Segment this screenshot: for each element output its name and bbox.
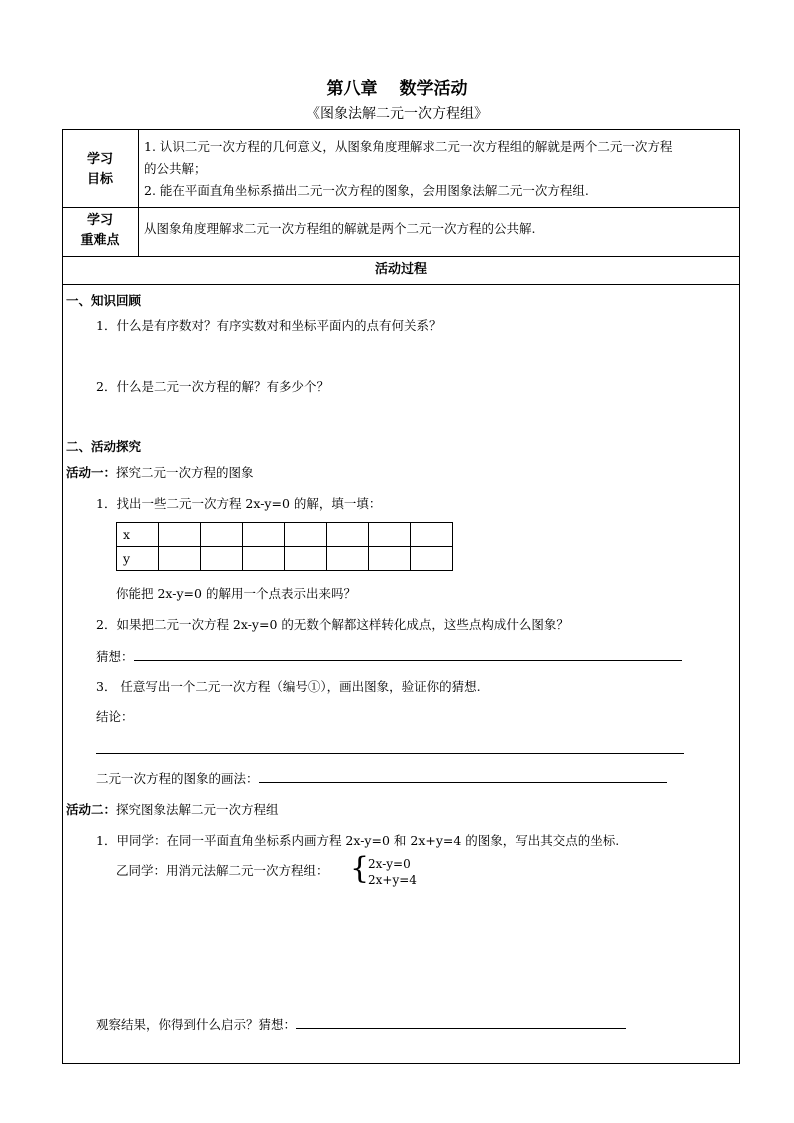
equation-2: 2x+y=4 [368, 873, 417, 887]
conclusion-label: 结论： [96, 709, 134, 724]
activity1-heading: 活动一：探究二元一次方程的图象 [66, 465, 254, 480]
answer-cell[interactable] [285, 523, 327, 547]
answer-cell[interactable] [369, 523, 411, 547]
section2-heading: 二、活动探究 [66, 439, 142, 454]
activity2-heading: 活动二：探究图象法解二元一次方程组 [66, 802, 279, 817]
goals-label: 学习 目标 [86, 152, 113, 187]
answer-cell[interactable] [327, 547, 369, 571]
answer-cell[interactable] [285, 547, 327, 571]
student-b-text: 乙同学：用消元法解二元一次方程组： [116, 863, 329, 878]
answer-cell[interactable] [243, 523, 285, 547]
guess-line: 猜想： [96, 646, 682, 668]
goals-line-3: 2. 能在平面直角坐标系描出二元一次方程的图象，会用图象法解二元一次方程组. [144, 183, 589, 198]
key-points-label: 学习 重难点 [80, 213, 120, 248]
answer-cell[interactable] [411, 523, 453, 547]
solution-table [116, 522, 453, 571]
key-points-text: 从图象角度理解求二元一次方程组的解就是两个二元一次方程的公共解. [144, 221, 536, 236]
page-title: 第八章 数学活动 [326, 79, 468, 99]
activity1-question-1: 1．找出一些二元一次方程 2x-y=0 的解，填一填： [96, 496, 382, 511]
activity2-question-1: 1．甲同学：在同一平面直角坐标系内画方程 2x-y=0 和 2x+y=4 的图象，写出其交点的坐标. [96, 833, 620, 848]
answer-cell[interactable] [159, 523, 201, 547]
answer-cell[interactable] [243, 547, 285, 571]
guess-answer-blank[interactable] [134, 646, 682, 661]
observe-line: 观察结果，你得到什么启示？猜想： [96, 1014, 626, 1036]
row-divider [62, 256, 740, 257]
answer-cell[interactable] [327, 523, 369, 547]
section1-heading: 一、知识回顾 [66, 293, 142, 308]
answer-cell[interactable] [411, 547, 453, 571]
answer-cell[interactable] [201, 523, 243, 547]
process-title: 活动过程 [374, 262, 427, 277]
table-row [117, 547, 453, 571]
goals-line-1: 1. 认识二元一次方程的几何意义，从图象角度理解求二元一次方程组的解就是两个二元一次方程 [144, 139, 673, 154]
answer-cell[interactable] [159, 547, 201, 571]
activity1-question-2: 2．如果把二元一次方程 2x-y=0 的无数个解都这样转化成点，这些点构成什么图象？ [96, 617, 569, 632]
table-row [117, 523, 453, 547]
answer-cell[interactable] [369, 547, 411, 571]
row-divider [62, 284, 740, 285]
conclusion-answer-blank[interactable] [96, 739, 684, 754]
drawing-method-line: 二元一次方程的图象的画法： [96, 768, 667, 790]
drawing-method-blank[interactable] [259, 768, 667, 783]
page-subtitle: 《图象法解二元一次方程组》 [306, 106, 488, 122]
equation-system-brace: { [350, 851, 370, 886]
table-row-label: y [117, 547, 159, 571]
equation-1: 2x-y=0 [368, 857, 411, 871]
observe-answer-blank[interactable] [296, 1014, 626, 1029]
goals-line-2: 的公共解； [144, 161, 207, 176]
answer-cell[interactable] [201, 547, 243, 571]
label-column-divider [138, 129, 139, 256]
row-divider [62, 207, 740, 208]
activity1-question-3: 3． 任意写出一个二元一次方程（编号①），画出图象，验证你的猜想. [96, 679, 481, 694]
activity1-followup: 你能把 2x-y=0 的解用一个点表示出来吗？ [116, 586, 356, 601]
table-row-label: x [117, 523, 159, 547]
review-question-1: 1．什么是有序数对？有序实数对和坐标平面内的点有何关系？ [96, 318, 442, 333]
review-question-2: 2．什么是二元一次方程的解？有多少个？ [96, 379, 329, 394]
